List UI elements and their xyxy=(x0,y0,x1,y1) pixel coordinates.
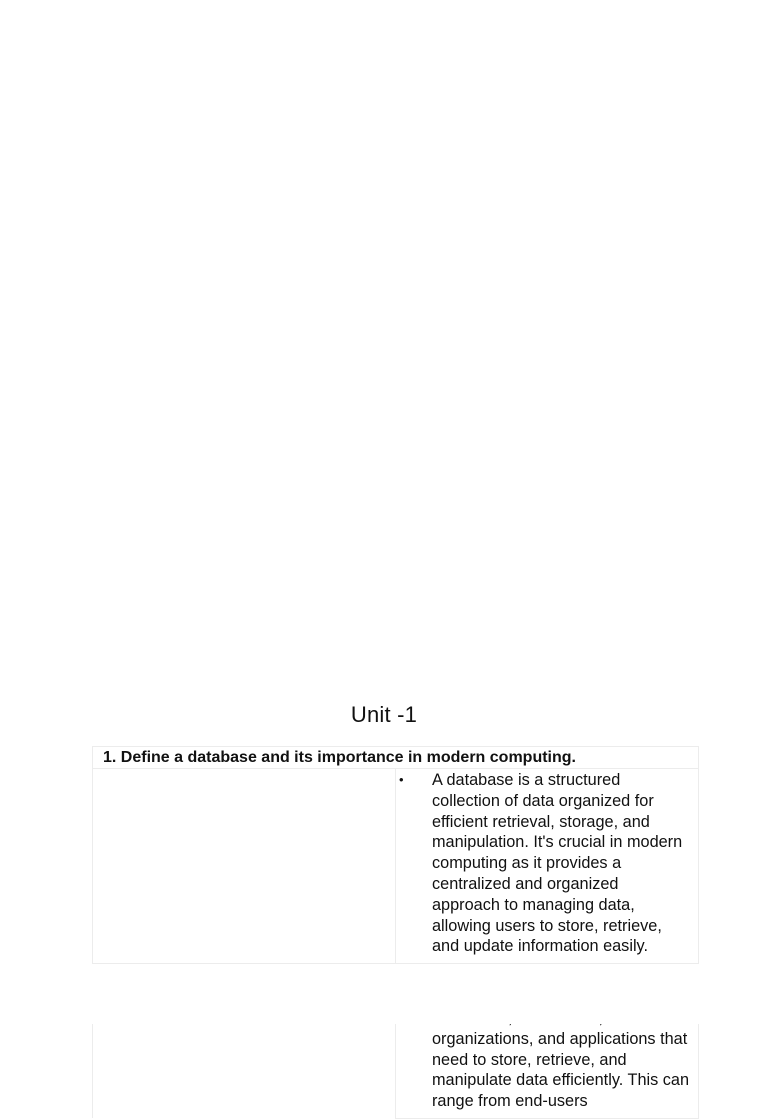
answer-2-text: organizations, and applications that need to store, retrieve, and manipulate data efficiently. This can range from end-users xyxy=(432,1029,690,1111)
answer-cell xyxy=(396,769,699,964)
page-bottom-clip xyxy=(0,964,768,1024)
qa-table xyxy=(92,746,699,1119)
bullet-icon: • xyxy=(399,772,404,787)
answer-1-bullet-item xyxy=(396,769,698,963)
answer-indent-cell xyxy=(93,769,396,964)
answer-row-1 xyxy=(93,769,699,964)
question-1-text: 1. Define a database and its importance in modern computing. xyxy=(93,747,699,769)
unit-title: Unit -1 xyxy=(350,702,418,727)
answer-1-text: A database is a structured collection of data organized for efficient retrieval, storage, and manipulation. It's crucial in modern computing as it provides a centralized and organized approach to managing data, allowing users to store, retrieve, and update information easily. xyxy=(432,771,683,956)
question-row-1 xyxy=(93,747,699,769)
